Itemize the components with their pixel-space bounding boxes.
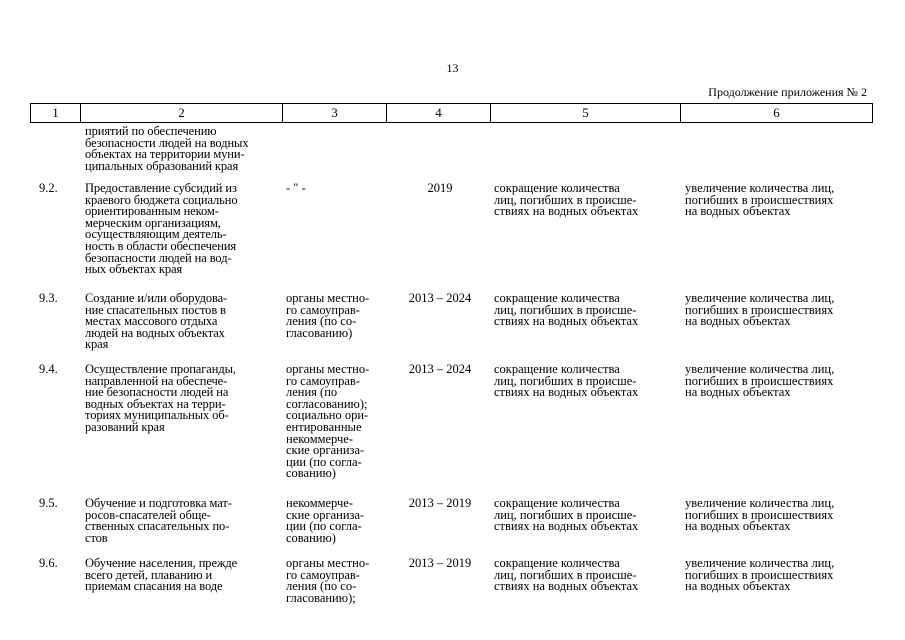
executor-cell-line: ления (по со- xyxy=(286,579,357,594)
result-cell-line: лиц, погибших в происше- xyxy=(494,373,637,388)
measure-cell-line: водных объектах на терри- xyxy=(85,396,226,411)
indicator-cell-line: увеличение количества лиц, xyxy=(685,181,835,195)
executor-cell xyxy=(286,498,386,544)
executor-cell-line: - " - xyxy=(286,181,306,195)
indicator-cell-line: на водных объектах xyxy=(685,579,791,594)
period-cell: 2013 – 2024 xyxy=(408,291,472,305)
measure-cell-line: Обучение и подготовка мат- xyxy=(85,496,232,510)
executor-cell-line: некоммерче- xyxy=(286,431,353,446)
measure-cell-line: Осуществление пропаганды, xyxy=(85,362,236,376)
header-col-4: 4 xyxy=(386,104,490,122)
measure-cell xyxy=(85,183,275,276)
measure-cell-line: ность в области обеспечения xyxy=(85,238,237,253)
executor-cell-line: органы местно- xyxy=(286,291,370,305)
indicator-cell-line: погибших в происшествиях xyxy=(685,567,834,582)
executor-cell-line: ции (по согла- xyxy=(286,519,362,534)
result-cell-line: сокращение количества xyxy=(494,291,620,305)
measure-cell-line: ние безопасности людей на xyxy=(85,385,229,400)
executor-cell-line: ления (по xyxy=(286,385,338,400)
measure-cell-line: ориентированным неком- xyxy=(85,204,219,219)
period-cell: 2013 – 2024 xyxy=(408,362,472,376)
period-cell: 2013 – 2019 xyxy=(408,496,472,510)
measure-cell-line: ториях муниципальных об- xyxy=(85,408,229,423)
measure-cell-line: края xyxy=(85,337,109,352)
executor-cell-line: ентированные xyxy=(286,419,362,434)
executor-cell xyxy=(286,183,386,195)
measure-cell-line: людей на водных объектах xyxy=(85,325,225,340)
indicator-cell-line: увеличение количества лиц, xyxy=(685,556,835,570)
executor-cell-line: согласованию); xyxy=(286,396,368,411)
executor-cell xyxy=(286,293,386,339)
executor-cell-line: ские организа- xyxy=(286,507,365,522)
indicator-cell-line: увеличение количества лиц, xyxy=(685,362,835,376)
header-col-3: 3 xyxy=(282,104,386,122)
measure-cell xyxy=(85,364,275,434)
continuation-label: Продолжение приложения № 2 xyxy=(708,85,867,99)
executor-cell-line: го самоуправ- xyxy=(286,567,360,582)
measure-cell-line: местах массового отдыха xyxy=(85,314,218,329)
result-cell-line: лиц, погибших в происше- xyxy=(494,567,637,582)
indicator-cell xyxy=(685,183,873,218)
row-number: 9.6. xyxy=(39,556,58,570)
result-cell-line: ствиях на водных объектах xyxy=(494,385,639,400)
header-col-2: 2 xyxy=(80,104,282,122)
measure-cell-line: приятий по обеспечению xyxy=(85,124,217,138)
executor-cell-line: го самоуправ- xyxy=(286,302,360,317)
result-cell xyxy=(494,364,684,399)
result-cell xyxy=(494,293,684,328)
measure-cell-line: мерческим организациям, xyxy=(85,215,221,230)
result-cell-line: ствиях на водных объектах xyxy=(494,579,639,594)
row-number: 9.5. xyxy=(39,496,58,510)
indicator-cell-line: на водных объектах xyxy=(685,385,791,400)
header-col-6: 6 xyxy=(680,104,872,122)
measure-cell-line: ственных спасательных по- xyxy=(85,519,230,534)
executor-cell-line: социально ори- xyxy=(286,408,369,423)
executor-cell-line: органы местно- xyxy=(286,556,370,570)
measure-cell-line: Создание и/или оборудова- xyxy=(85,291,228,305)
period-cell: 2013 – 2019 xyxy=(408,556,472,570)
result-cell-line: ствиях на водных объектах xyxy=(494,519,639,534)
measure-cell-line: ципальных образований края xyxy=(85,158,239,173)
indicator-cell xyxy=(685,364,873,399)
row-number: 9.4. xyxy=(39,362,58,376)
executor-cell xyxy=(286,364,386,480)
indicator-cell-line: погибших в происшествиях xyxy=(685,507,834,522)
measure-cell-line: стов xyxy=(85,530,108,545)
measure-cell-line: краевого бюджета социально xyxy=(85,192,238,207)
measure-cell xyxy=(85,498,275,544)
executor-cell-line: ления (по со- xyxy=(286,314,357,329)
measure-cell-line: разований края xyxy=(85,419,165,434)
result-cell-line: сокращение количества xyxy=(494,496,620,510)
measure-cell-line: ние спасательных постов в xyxy=(85,302,226,317)
row-number: 9.3. xyxy=(39,291,58,305)
result-cell xyxy=(494,183,684,218)
page-number: 13 xyxy=(446,61,459,75)
result-cell-line: лиц, погибших в происше- xyxy=(494,192,637,207)
row-number: 9.2. xyxy=(39,181,58,195)
result-cell xyxy=(494,498,684,533)
result-cell-line: ствиях на водных объектах xyxy=(494,204,639,219)
result-cell xyxy=(494,558,684,593)
indicator-cell xyxy=(685,498,873,533)
executor-cell-line: сованию) xyxy=(286,466,336,481)
measure-cell-line: безопасности людей на водных xyxy=(85,135,249,150)
measure-cell xyxy=(85,558,275,593)
indicator-cell-line: увеличение количества лиц, xyxy=(685,496,835,510)
executor-cell-line: гласованию) xyxy=(286,325,353,340)
executor-cell-line: ские организа- xyxy=(286,443,365,458)
executor-cell-line: ции (по согла- xyxy=(286,454,362,469)
indicator-cell-line: погибших в происшествиях xyxy=(685,192,834,207)
executor-cell-line: некоммерче- xyxy=(286,496,353,510)
indicator-cell xyxy=(685,293,873,328)
header-col-5: 5 xyxy=(490,104,680,122)
indicator-cell-line: на водных объектах xyxy=(685,519,791,534)
measure-cell-line: направленной на обеспече- xyxy=(85,373,228,388)
executor-cell-line: органы местно- xyxy=(286,362,370,376)
period-cell: 2019 xyxy=(427,181,453,195)
executor-cell xyxy=(286,558,386,604)
result-cell-line: сокращение количества xyxy=(494,556,620,570)
measure-cell-line: всего детей, плаванию и xyxy=(85,567,213,582)
result-cell-line: сокращение количества xyxy=(494,362,620,376)
measure-cell-line: осуществляющим деятель- xyxy=(85,227,227,242)
executor-cell-line: гласованию); xyxy=(286,590,356,605)
result-cell-line: сокращение количества xyxy=(494,181,620,195)
indicator-cell-line: погибших в происшествиях xyxy=(685,302,834,317)
measure-cell-line: Обучение населения, прежде xyxy=(85,556,238,570)
measure-cell-line: объектах на территории муни- xyxy=(85,147,245,162)
executor-cell-line: сованию) xyxy=(286,530,336,545)
measure-cell xyxy=(85,293,275,351)
indicator-cell-line: погибших в происшествиях xyxy=(685,373,834,388)
result-cell-line: лиц, погибших в происше- xyxy=(494,302,637,317)
result-cell-line: ствиях на водных объектах xyxy=(494,314,639,329)
indicator-cell-line: на водных объектах xyxy=(685,314,791,329)
header-col-1: 1 xyxy=(52,105,59,120)
result-cell-line: лиц, погибших в происше- xyxy=(494,507,637,522)
indicator-cell xyxy=(685,558,873,593)
table-header xyxy=(30,103,873,123)
indicator-cell-line: увеличение количества лиц, xyxy=(685,291,835,305)
measure-cell-line: росов-спасателей обще- xyxy=(85,507,211,522)
measure-cell xyxy=(85,126,275,172)
measure-cell-line: приемам спасания на воде xyxy=(85,579,223,594)
measure-cell-line: ных объектах края xyxy=(85,262,183,277)
executor-cell-line: го самоуправ- xyxy=(286,373,360,388)
measure-cell-line: безопасности людей на вод- xyxy=(85,250,232,265)
measure-cell-line: Предоставление субсидий из xyxy=(85,181,237,195)
indicator-cell-line: на водных объектах xyxy=(685,204,791,219)
